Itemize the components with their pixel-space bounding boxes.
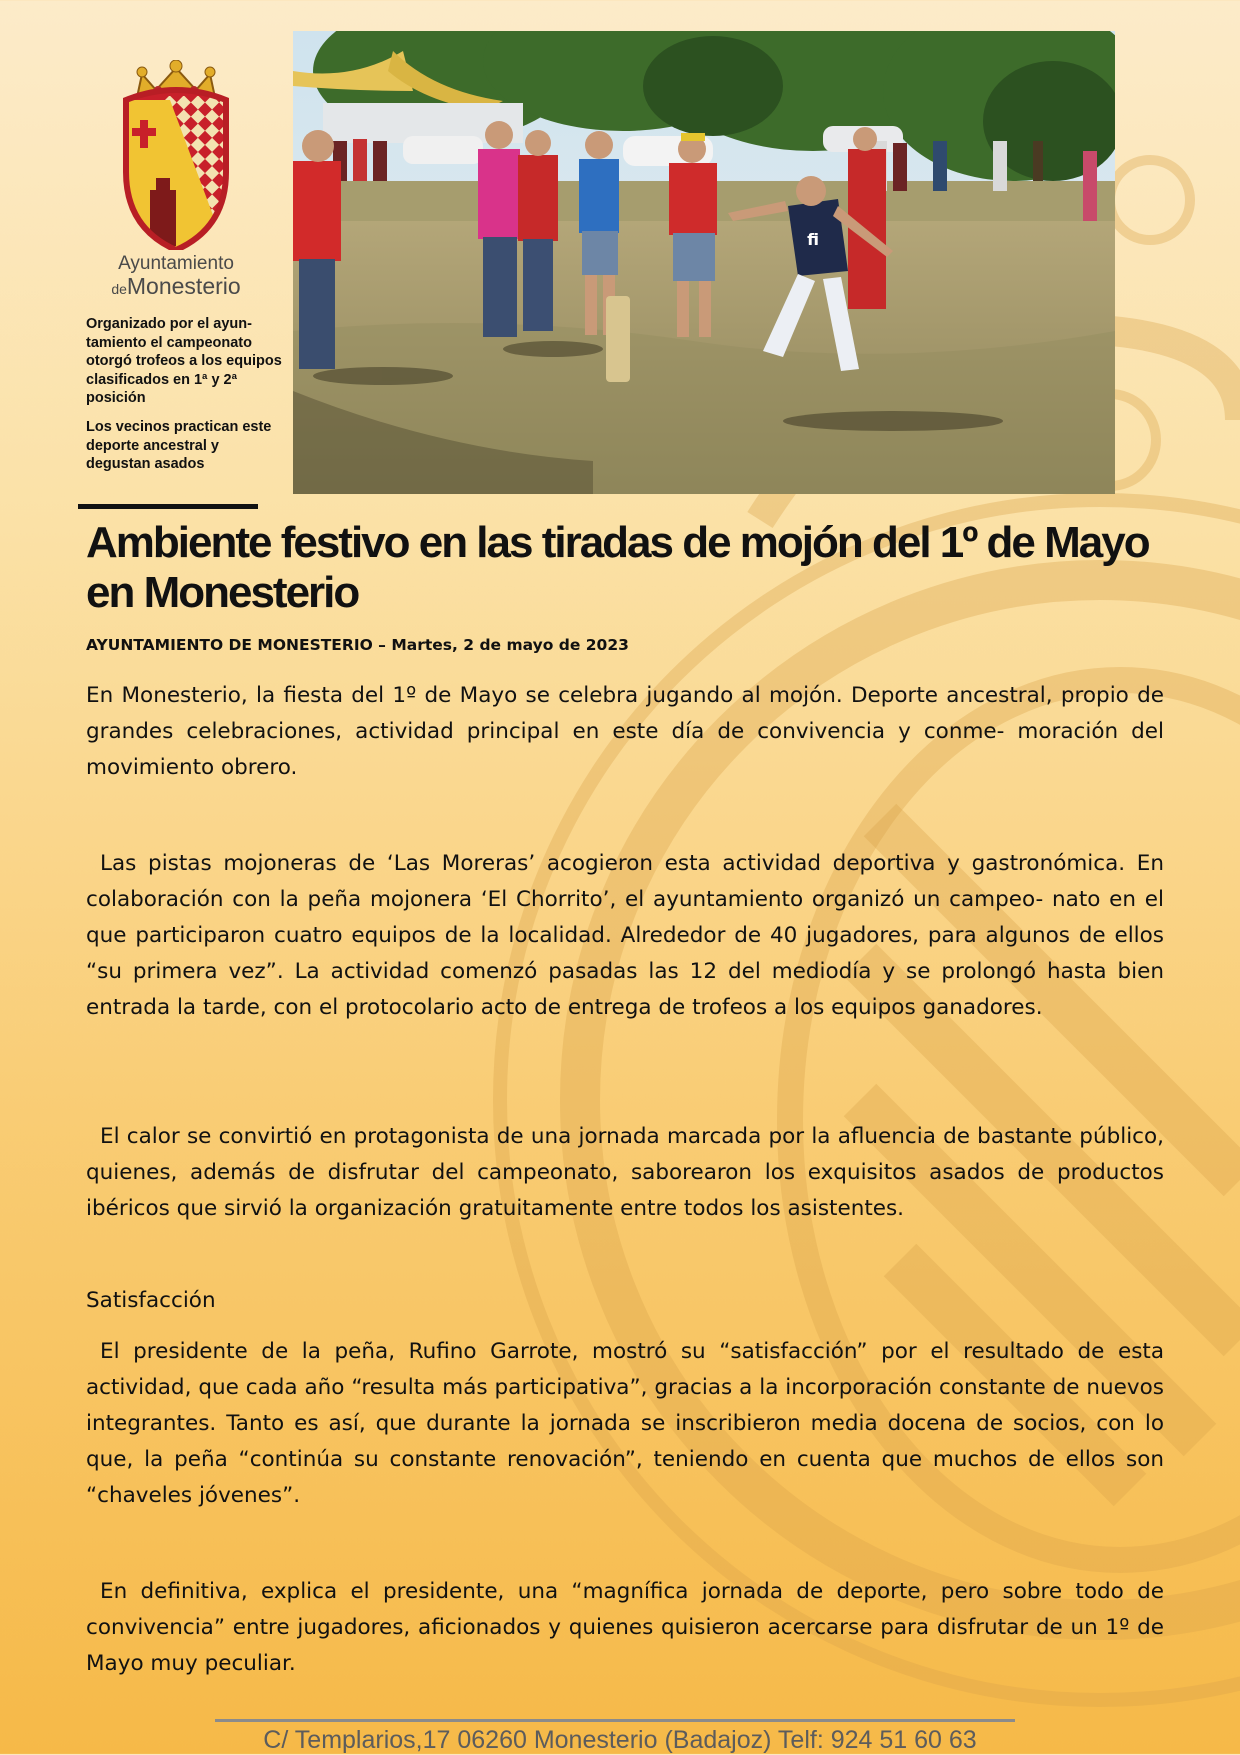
article-paragraph-5: En definitiva, explica el presidente, una “magnífica jornada de deporte, pero sobre todo de convivencia” entre jugadores, aficionados y quienes quisieron acercarse para disfrutar de un 1º de Mayo muy peculiar.	[86, 1579, 1164, 1676]
article-subheading: Satisfacción	[86, 1288, 216, 1313]
mojon-game-photo	[293, 31, 1115, 494]
logo-name-prefix: de	[111, 280, 127, 297]
article-paragraph-4: El presidente de la peña, Rufino Garrote, mostró su “satisfacción” por el resultado de esta actividad, que cada año “resulta más participativa”, gracias a la incorporación constante de nuevos integrantes. Tanto es así, que durante la jornada se inscribieron media docena de socios, con lo que, la peña “continúa su constante renovación”, teniendo en cuenta que muchos de ellos son “chaveles jóvenes”.	[86, 1339, 1164, 1508]
photo-caption-1: Organizado por el ayun- tamiento el campeonato otorgó trofeos a los equipos clasificados en 1ª y 2ª posición	[86, 316, 282, 406]
footer-address: C/ Templarios,17 06260 Monesterio (Badajoz) Telf: 924 51 60 63	[263, 1726, 977, 1754]
logo-name-line2	[86, 274, 266, 298]
caption-divider	[78, 504, 258, 509]
article-photo	[293, 31, 1115, 494]
coat-of-arms-icon	[106, 60, 246, 250]
municipal-logo	[86, 60, 266, 298]
logo-name-town: Monesterio	[126, 272, 241, 299]
article-headline: Ambiente festivo en las tiradas de mojón del 1º de Mayo en Monesterio	[86, 518, 1149, 617]
article-byline: AYUNTAMIENTO DE MONESTERIO – Martes, 2 de mayo de 2023	[86, 636, 629, 654]
footer-divider	[215, 1719, 1015, 1722]
shirt-logo: fi	[807, 230, 819, 249]
article-paragraph-2: Las pistas mojoneras de ‘Las Moreras’ acogieron esta actividad deportiva y gastronómica. En colaboración con la peña mojonera ‘El Chorrito’, el ayuntamiento organizó un campeo- nato en el que participaron cuatro equipos de la localidad. Alrededor de 40 jugadores, para algunos de ellos “su primera vez”. La actividad comenzó pasadas las 12 del mediodía y se prolongó hasta bien entrada la tarde, con el protocolario acto de entrega de trofeos a los equipos ganadores.	[86, 851, 1164, 1020]
photo-caption-2: Los vecinos practican este deporte ancestral y degustan asados	[86, 419, 272, 472]
article-paragraph-1: En Monesterio, la fiesta del 1º de Mayo se celebra jugando al mojón. Deporte ancestral, propio de grandes celebraciones, actividad principal en este día de convivencia y conme- moración del movimiento obrero.	[86, 683, 1164, 780]
logo-name-line1: Ayuntamiento	[118, 253, 234, 274]
article-paragraph-3: El calor se convirtió en protagonista de una jornada marcada por la afluencia de bastante público, quienes, además de disfrutar del campeonato, saborearon los exquisitos asados de productos ibéricos que sirvió la organización gratuitamente entre todos los asistentes.	[86, 1124, 1164, 1221]
